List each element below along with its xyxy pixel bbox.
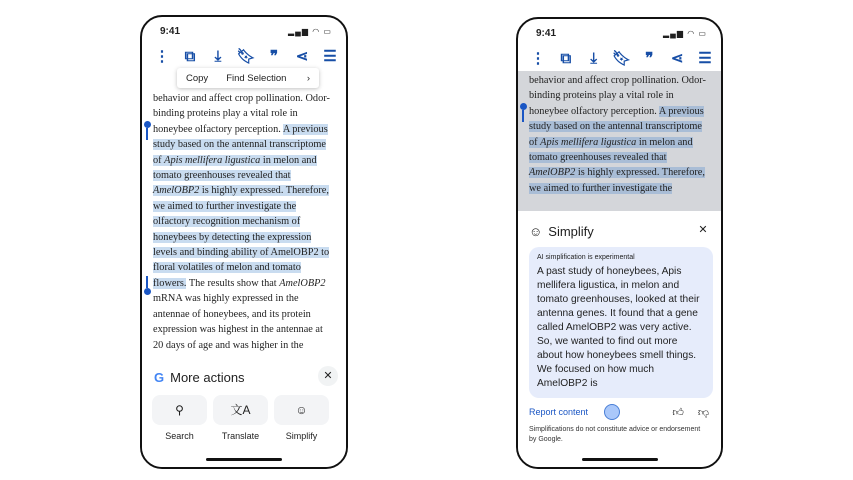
highlighted-text: A previous (658, 105, 704, 117)
close-button[interactable]: ✕ (318, 366, 338, 386)
text-line (529, 135, 721, 150)
translate-icon: 文A (213, 395, 268, 425)
highlighted-text: study based on the antennal transcriptome (529, 121, 702, 133)
quote-icon[interactable]: ❞ (645, 50, 654, 67)
simplify-icon: ☺ (274, 395, 329, 425)
highlighted-text: is highly expressed. Therefore, (575, 167, 705, 179)
translate-action[interactable] (213, 395, 268, 441)
close-button[interactable]: ✕ (693, 220, 713, 240)
find-selection-button[interactable]: Find Selection (226, 72, 287, 84)
text-line (153, 91, 345, 106)
home-indicator (582, 458, 658, 461)
text-line (153, 245, 345, 260)
text-line (153, 199, 345, 214)
home-indicator (206, 458, 282, 461)
selection-menu (177, 68, 319, 88)
highlighted-text: AmelOBP2 (529, 167, 576, 179)
simplify-action[interactable] (274, 395, 329, 441)
selection-start-handle[interactable] (144, 121, 151, 128)
text-line (529, 165, 721, 180)
sheet-title: More actions (170, 369, 245, 385)
download-icon[interactable]: ⤓ (214, 47, 222, 65)
text-line (153, 230, 345, 245)
highlighted-text: tomato greenhouses revealed that (153, 170, 291, 182)
article-text[interactable] (529, 73, 721, 196)
more-vert-icon[interactable]: ⋮ (154, 48, 170, 65)
highlighted-text: in melon and (636, 136, 693, 148)
text-line (529, 181, 721, 196)
selection-start-bar (522, 110, 524, 122)
quote-icon[interactable]: ❞ (269, 48, 279, 65)
search-action[interactable] (152, 395, 207, 441)
text-line (153, 137, 345, 152)
text-segment: antennae of honeybees, and its protein (153, 308, 311, 320)
thumbs-up-icon[interactable]: 👍︎ (672, 406, 684, 419)
phone-right (516, 17, 723, 469)
status-time: 9:41 (160, 26, 181, 37)
highlighted-text: flowers. (153, 277, 187, 289)
text-segment: honeybee olfactory perception. (529, 105, 659, 117)
text-segment: honeybee olfactory perception. (153, 123, 283, 135)
selection-start-bar (146, 128, 148, 140)
text-segment: mRNA was highly expressed in the (153, 293, 299, 305)
highlighted-text: study based on the antennal transcriptome (153, 139, 326, 151)
simplify-icon: ☺ (529, 223, 543, 239)
text-line (153, 214, 345, 229)
action-label: Search (165, 431, 194, 441)
disclaimer: Simplifications do not constitute advice or endorsement by Google. (529, 426, 701, 443)
simplified-text[interactable]: A past study of honeybees, Apis mellifera ligustica, in melon and tomato greenhouses, looked at their antenna genes. It found that a gene called AmelOBP2 was very active. So, we wanted to find out more about how honeybees smell things. We focused on how much AmelOBP2 is (537, 266, 700, 389)
download-icon[interactable]: ⤓ (590, 49, 597, 67)
text-line (153, 122, 345, 137)
reader-toolbar (528, 47, 715, 69)
text-segment: The results show that (186, 277, 280, 289)
highlighted-text: of (529, 136, 541, 148)
text-line (529, 119, 721, 134)
text-line (153, 276, 345, 291)
text-line (529, 150, 721, 165)
text-line (153, 153, 345, 168)
highlighted-text: Apis mellifera ligustica (164, 154, 261, 166)
text-line (153, 307, 345, 322)
report-content-link[interactable]: Report content (529, 407, 589, 417)
toc-icon[interactable]: ☰ (698, 50, 712, 67)
toc-icon[interactable]: ☰ (323, 48, 337, 65)
text-line (153, 322, 345, 337)
text-segment: behavior and affect crop pollination. Odor- (153, 93, 330, 104)
highlighted-text: honeybees by detecting the expression (153, 231, 312, 243)
highlighted-text: is highly expressed. Therefore, (199, 185, 329, 197)
text-segment: binding proteins play a vital role in (153, 108, 298, 120)
article-text[interactable] (153, 91, 345, 353)
search-icon: ⚲ (152, 395, 207, 425)
text-line (529, 88, 721, 103)
highlighted-text: Apis mellifera ligustica (540, 136, 637, 148)
highlighted-text: AmelOBP2 (153, 185, 200, 197)
experimental-note: AI simplification is experimental (537, 254, 635, 261)
more-chevron-icon[interactable]: › (306, 72, 310, 84)
selection-end-handle[interactable] (144, 288, 151, 295)
text-line (153, 168, 345, 183)
status-time: 9:41 (536, 28, 557, 39)
more-actions-sheet (142, 357, 346, 467)
text-segment: behavior and affect crop pollination. Odor- (529, 75, 706, 86)
highlighted-text: we aimed to further investigate the (153, 200, 297, 212)
action-label: Translate (221, 431, 260, 441)
highlighted-text: of (153, 154, 165, 166)
highlighted-text: levels and binding ability of AmelOBP2 to (153, 247, 330, 259)
highlighted-text: we aimed to further investigate the (529, 182, 673, 194)
status-icons: ▂▄▆ ◠ ▭ (288, 27, 332, 36)
simplify-sheet (518, 211, 721, 467)
google-g-icon: G (154, 369, 165, 385)
action-label: Simplify (285, 431, 318, 441)
text-segment: AmelOBP2 (279, 277, 326, 289)
share-icon[interactable]: ⋖ (295, 48, 309, 65)
selection-start-handle[interactable] (520, 103, 527, 110)
status-icons: ▂▄▆ ◠ ▭ (663, 29, 707, 38)
copy-button[interactable]: Copy (186, 72, 209, 84)
share-icon[interactable]: ⋖ (670, 50, 684, 67)
highlighted-text: A previous (282, 123, 328, 135)
simplified-text-card (529, 247, 713, 398)
text-segment: 20 days of age and was higher in the (153, 339, 304, 351)
more-vert-icon[interactable]: ⋮ (530, 50, 546, 67)
selection-end-bar (146, 276, 148, 288)
text-line (153, 183, 345, 198)
thumbs-down-icon[interactable]: 👎︎ (697, 406, 709, 419)
open-external-icon[interactable]: ⧉ (184, 47, 196, 65)
highlighted-text: floral volatiles of melon and tomato (153, 262, 301, 274)
highlighted-text: tomato greenhouses revealed that (529, 152, 667, 164)
bookmark-icon[interactable]: 🔖︎ (611, 50, 631, 67)
text-line (153, 291, 345, 306)
text-line (153, 106, 345, 121)
open-external-icon[interactable]: ⧉ (560, 49, 572, 67)
text-line (529, 104, 721, 119)
touch-indicator (604, 404, 620, 420)
text-segment: binding proteins play a vital role in (529, 90, 674, 102)
phone-left (140, 15, 348, 469)
highlighted-text: in melon and (260, 154, 317, 166)
text-line (153, 338, 345, 353)
reader-toolbar (152, 45, 340, 67)
text-line (529, 73, 721, 88)
text-segment: expression was highest in the antennae at (153, 324, 323, 336)
highlighted-text: olfactory recognition mechanism of (153, 216, 301, 228)
text-line (153, 260, 345, 275)
sheet-title: Simplify (548, 223, 594, 239)
bookmark-icon[interactable]: 🔖︎ (236, 48, 256, 65)
